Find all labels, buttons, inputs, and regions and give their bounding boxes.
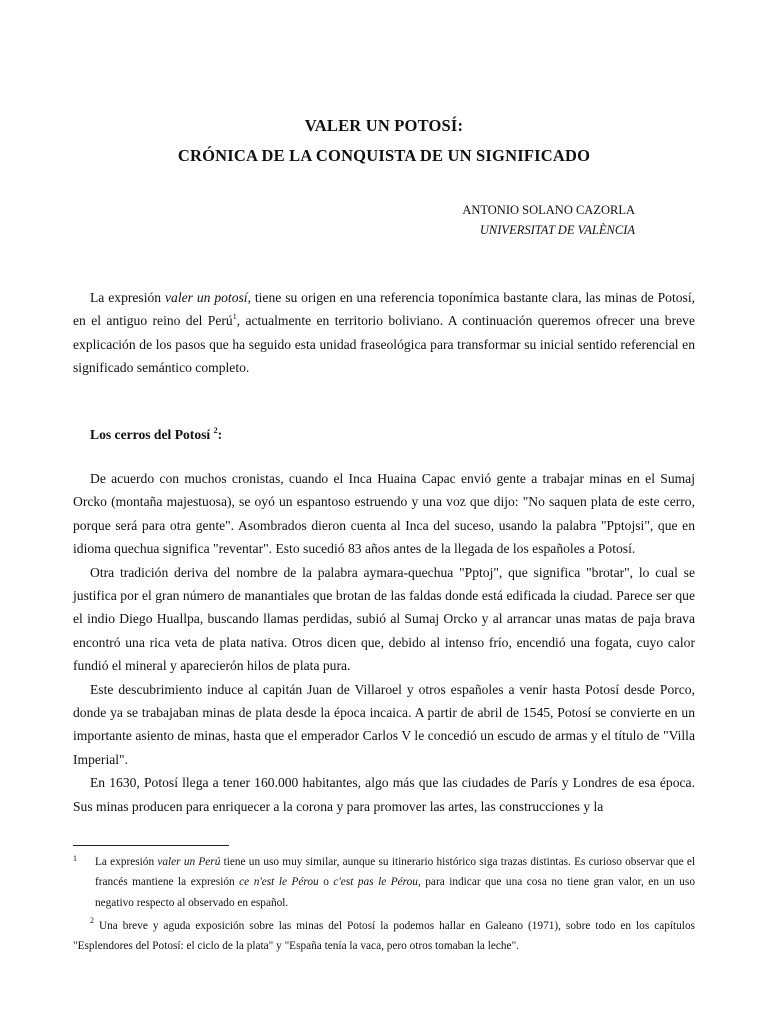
footnote-ref-2[interactable]: 2 xyxy=(213,426,218,435)
intro-text-a: La expresión xyxy=(90,290,165,305)
footnote-1-mark: 1 xyxy=(73,854,77,863)
title-line-1: VALER UN POTOSÍ: xyxy=(304,116,464,135)
footnote-1-text-c: o xyxy=(318,876,334,889)
intro-paragraph xyxy=(73,286,695,380)
footnote-2-body xyxy=(73,916,695,957)
footnote-2-mark: 2 xyxy=(90,916,94,925)
footnote-1-italic-3: c'est pas le Pérou xyxy=(333,876,418,889)
footnote-1-body xyxy=(73,852,695,913)
intro-text-b: , tiene su origen en una referencia toponímica bastante clara, las minas de Potosí, en el antiguo reino del Perú xyxy=(73,290,696,329)
author-name: ANTONIO SOLANO CAZORLA xyxy=(462,203,635,217)
footnote-2 xyxy=(73,916,695,957)
title-line-2: CRÓNICA DE LA CONQUISTA DE UN SIGNIFICADO xyxy=(177,146,591,165)
author-affiliation: UNIVERSITAT DE VALÈNCIA xyxy=(479,223,635,237)
footnote-ref-1[interactable]: 1 xyxy=(232,312,237,322)
footnote-1-text-d: , para indicar que una cosa no tiene gran valor, en un uso negativo respecto al observado en español. xyxy=(95,876,695,909)
body-paragraph: De acuerdo con muchos cronistas, cuando el Inca Huaina Capac envió gente a trabajar minas en el Sumaj Orcko (montaña majestuosa), se oyó un espantoso estruendo y una voz que dijo: "No saquen plata de este cerro, porque será para otra gente". Asombrados dieron cuenta al Inca del suceso, usando la palabra "Pptojsi", que en idioma quechua significa "reventar". Esto sucedió 83 años antes de la llegada de los españoles a Potosí. xyxy=(73,471,695,557)
intro-section xyxy=(73,286,695,380)
footnote-1-text-b: tiene un uso muy similar, aunque su itinerario histórico siga trazas distintas. Es curioso observar que el francés mantiene la expresión xyxy=(95,856,696,889)
footnote-2-text: Una breve y aguda exposición sobre las minas del Potosí la podemos hallar en Galeano (1971), sobre todo en los capítulos "Esplendores del Potosí: el ciclo de la plata" y "España tenía la vaca, pero otros tomaban la leche". xyxy=(73,920,695,953)
section-body xyxy=(73,467,695,818)
body-paragraph: Este descubrimiento induce al capitán Juan de Villaroel y otros españoles a venir hasta Potosí desde Porco, donde ya se trabajaban minas de plata desde la época incaica. A partir de abril de 1545, Potosí se convierte en un importante asiento de minas, hasta que el emperador Carlos V le concedió un escudo de armas y el título de "Villa Imperial". xyxy=(73,681,695,767)
footnote-1-italic-2: ce n'est le Pérou xyxy=(239,876,319,889)
intro-italic-phrase: valer un potosí xyxy=(165,290,248,305)
section-heading xyxy=(73,425,695,445)
section-heading-tail: : xyxy=(217,427,223,442)
footnote-1-text-a: La expresión xyxy=(95,856,158,868)
footnote-separator xyxy=(73,845,229,846)
body-paragraph: Otra tradición deriva del nombre de la palabra aymara-quechua "Pptoj", que significa "brotar", lo cual se justifica por el gran número de manantiales que brotan de las faldas donde está edificada la ciudad. Parece ser que el indio Diego Huallpa, buscando llamas perdidas, subió al Sumaj Orcko y al arrancar unas matas de paja brava encontró una rica veta de plata nativa. Otros dicen que, debido al intenso frío, encendió una fogata, cuyo calor fundió el mineral y aparecierón hilos de plata pura. xyxy=(73,564,695,674)
footnote-1 xyxy=(73,852,695,913)
body-paragraph: En 1630, Potosí llega a tener 160.000 habitantes, algo más que las ciudades de París y Londres de esa época. Sus minas producen para enriquecer a la corona y para promover las artes, las construcciones y la xyxy=(73,775,695,814)
footnote-1-italic-1: valer un Perú xyxy=(157,856,221,868)
intro-text-c: , actualmente en territorio boliviano. A continuación queremos ofrecer una breve explicación de los pasos que ha seguido esta unidad fraseológica para transformar su inicial sentido referencial en significado semántico completo. xyxy=(73,313,695,376)
section-heading-text: Los cerros del Potosí xyxy=(90,427,211,442)
section-heading-block xyxy=(73,425,695,445)
